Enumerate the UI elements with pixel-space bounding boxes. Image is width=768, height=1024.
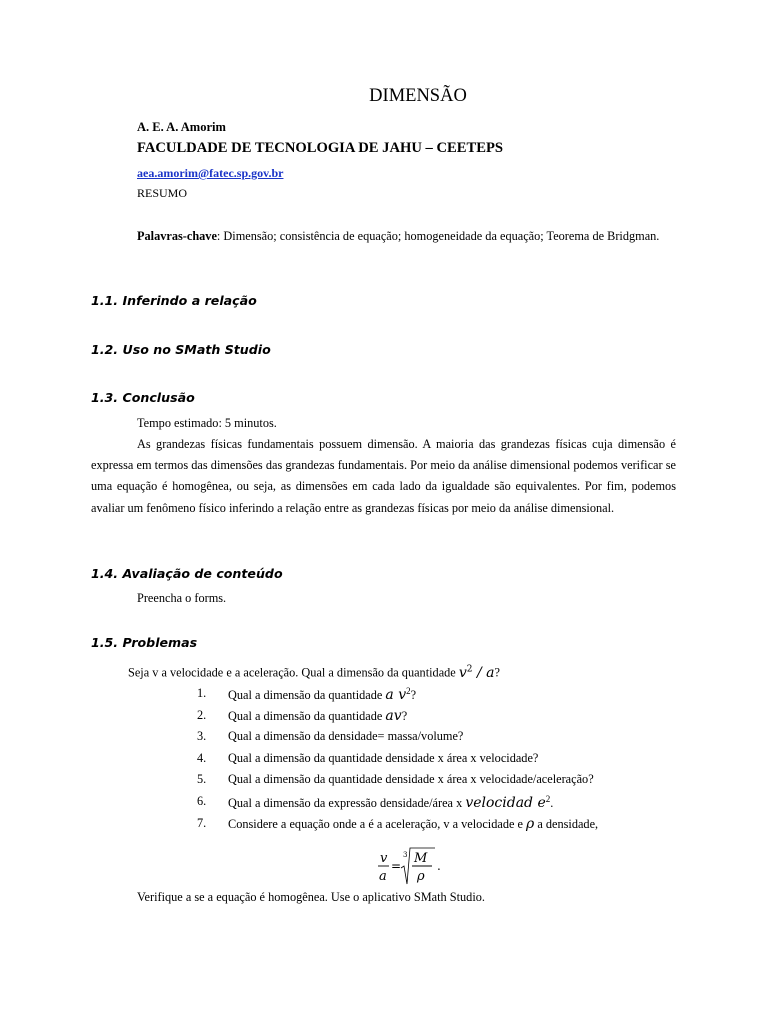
keywords-paragraph — [91, 226, 676, 247]
problem-formula: av — [385, 707, 402, 724]
problems-intro: Seja v a velocidade e a aceleração. Qual a dimensão da quantidade $v^2$ / a? — [128, 664, 500, 681]
equation-period: . — [437, 859, 441, 873]
evaluation-instruction: Preencha o forms. — [137, 591, 227, 605]
equation-lhs-denominator: a — [379, 869, 387, 884]
problem-number: 5. — [197, 772, 207, 787]
problem-text: Considere a equação onde a é a aceleração, v a velocidade e ρ a densidade, — [228, 815, 599, 832]
keywords-text: : Dimensão; consistência de equação; homogeneidade da equação; Teorema de Bridgman. — [216, 229, 660, 243]
equation-root-index: 3 — [403, 851, 408, 859]
problem-formula: ρ — [526, 815, 535, 832]
section-heading-1-4: 1.4. Avaliação de conteúdo — [91, 566, 283, 581]
problem-text: Qual a dimensão da expressão densidade/área x velocidad $e^2$. — [228, 793, 554, 812]
problem-number: 1. — [197, 686, 207, 700]
formula-exponent: 2 — [545, 793, 551, 804]
author-name: A. E. A. Amorim — [137, 120, 226, 134]
author-email-link[interactable]: aea.amorim@fatec.sp.gov.br — [137, 166, 284, 180]
problem-formula: velocidad e — [465, 795, 546, 812]
conclusion-paragraph: As grandezas físicas fundamentais possuem dimensão. A maioria das grandezas físicas cuja dimensão é expressa em termos das dimensões das grandezas fundamentais. Por meio da análise dimensional podemos verificar se uma equação é homogênea, ou seja, as dimensões em cada lado da igualdade são equivalentes. Por fim, podemos avaliar um fenômeno físico inferindo a relação entre as grandezas físicas por meio da análise dimensional. — [91, 437, 676, 515]
section-heading-1-2: 1.2. Uso no SMath Studio — [91, 342, 271, 357]
problem-text: Qual a dimensão da quantidade densidade x área x velocidade? — [228, 750, 539, 765]
problem-number: 2. — [197, 707, 207, 722]
problem-text: Qual a dimensão da quantidade densidade x área x velocidade/aceleração? — [228, 772, 594, 787]
problem-number: 7. — [197, 815, 207, 830]
problem-number: 4. — [197, 750, 207, 765]
problem-text: Qual a dimensão da densidade= massa/volume? — [228, 729, 464, 744]
problem-text: Qual a dimensão da quantidade av? — [228, 707, 408, 724]
section-heading-1-5: 1.5. Problemas — [91, 635, 198, 650]
section-heading-1-1: 1.1. Inferindo a relação — [91, 293, 257, 308]
problem-formula: a v — [385, 687, 407, 704]
document-title: DIMENSÃO — [369, 86, 467, 106]
equation-equals: = — [391, 859, 402, 873]
equation-rhs-denominator: ρ — [417, 869, 425, 884]
homogeneity-equation — [377, 846, 447, 888]
problem-text: Qual a dimensão da quantidade a $v^2$? — [228, 686, 417, 704]
problems-intro-text: Seja v a velocidade e a aceleração. Qual a dimensão da quantidade — [128, 665, 456, 680]
equation-lhs-numerator: v — [380, 851, 388, 866]
equation-rhs-numerator: M — [414, 851, 428, 866]
formula-exponent: 2 — [406, 686, 411, 696]
problems-intro-formula: $v^2$ / a — [458, 664, 495, 681]
verify-instruction: Verifique a se a equação é homogênea. Use o aplicativo SMath Studio. — [137, 890, 485, 904]
keywords-label: Palavras-chave — [137, 229, 217, 243]
estimated-time: Tempo estimado: 5 minutos. — [137, 416, 277, 430]
problem-number: 6. — [197, 793, 207, 808]
institution-name: FACULDADE DE TECNOLOGIA DE JAHU – CEETEPS — [137, 140, 503, 156]
abstract-heading: RESUMO — [137, 186, 188, 200]
section-heading-1-3: 1.3. Conclusão — [91, 390, 195, 405]
problem-number: 3. — [197, 729, 207, 744]
